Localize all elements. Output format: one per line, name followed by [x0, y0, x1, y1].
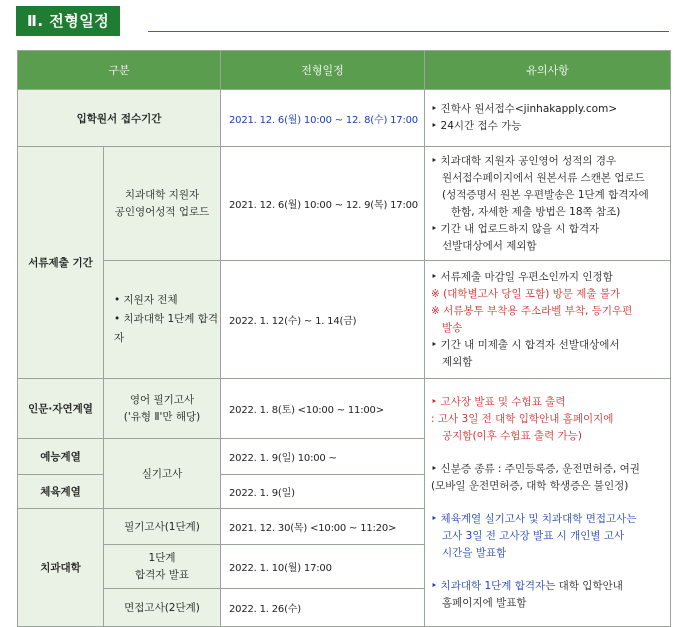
- header-notes: 유의사항: [425, 51, 671, 90]
- header-schedule: 전형일정: [221, 51, 425, 90]
- docs-sub1-label: 치과대학 지원자 공인영어성적 업로드: [104, 147, 221, 261]
- dental-written-date: 2021. 12. 30(목) <10:00 ~ 11:20>: [221, 509, 425, 545]
- header-category: 구분: [18, 51, 221, 90]
- dental-label: 치과대학: [18, 509, 104, 627]
- section-title: Ⅱ. 전형일정: [16, 6, 120, 36]
- docs-sub1-notes: ‣ 치과대학 지원자 공인영어 성적의 경우 원서접수페이지에서 원본서류 스캔본 업로드 (성적증명서 원본 우편발송은 1단계 합격자에 한함, 자세한 제출 방법은 18쪽 참조) ‣ 기간 내 업로드하지 않을 시 합격자 선발대상에서 제외함: [425, 147, 671, 261]
- dental-interview-date: 2022. 1. 26(수): [221, 589, 425, 627]
- apply-label: 입학원서 접수기간: [18, 90, 221, 147]
- table-row-humanities: [18, 379, 671, 439]
- docs-sub1-date: 2021. 12. 6(월) 10:00 ~ 12. 9(목) 17:00: [221, 147, 425, 261]
- dental-interview-label: 면접고사(2단계): [104, 589, 221, 627]
- apply-notes: ‣ 진학사 원서접수<jinhakapply.com> ‣ 24시간 접수 가능: [425, 90, 671, 147]
- docs-sub2-label: • 지원자 전체 • 치과대학 1단계 합격자: [104, 261, 221, 379]
- exam-notes: ‣ 고사장 발표 및 수험표 출력 : 고사 3일 전 대학 입학안내 홈페이지에 공지함(이후 수험표 출력 가능) ‣ 신분증 종류 : 주민등록증, 운전면허증, 여권 (모바일 운전면허증, 대학 학생증은 불인정) ‣ 체육계열 실기고사 및 치과대학 면접고사는 고사 3일 전 고사장 발표 시 개인별 고사 시간을 발표함 ‣ 치과대학 1단계 합격자는 대학 입학안내 홈페이지에 발표함: [425, 379, 671, 627]
- apply-date: 2021. 12. 6(월) 10:00 ~ 12. 8(수) 17:00: [221, 90, 425, 147]
- humanities-exam-label: 영어 필기고사 ('유형 Ⅱ'만 해당): [104, 379, 221, 439]
- table-row-docs-2: [18, 261, 671, 379]
- sports-label: 체육계열: [18, 475, 104, 509]
- docs-label: 서류제출 기간: [18, 147, 104, 379]
- dental-first-label: 1단계 합격자 발표: [104, 545, 221, 589]
- docs-sub2-notes: ‣ 서류제출 마감일 우편소인까지 인정함 ※ (대학별고사 당일 포함) 방문 제출 불가 ※ 서류봉투 부착용 주소라벨 부착, 등기우편 발송 ‣ 기간 내 미제출 시 합격자 선발대상에서 제외함: [425, 261, 671, 379]
- sports-date: 2022. 1. 9(일): [221, 475, 425, 509]
- section-divider: [148, 31, 669, 32]
- arts-date: 2022. 1. 9(일) 10:00 ~: [221, 439, 425, 475]
- dental-first-date: 2022. 1. 10(월) 17:00: [221, 545, 425, 589]
- dental-written-label: 필기고사(1단계): [104, 509, 221, 545]
- humanities-label: 인문·자연계열: [18, 379, 104, 439]
- humanities-date: 2022. 1. 8(토) <10:00 ~ 11:00>: [221, 379, 425, 439]
- table-header-row: [18, 51, 671, 90]
- table-row-apply: [18, 90, 671, 147]
- arts-label: 예능계열: [18, 439, 104, 475]
- practical-exam-label: 실기고사: [104, 439, 221, 509]
- section-header: [16, 6, 120, 36]
- schedule-table: [17, 50, 671, 627]
- table-row-docs-1: [18, 147, 671, 261]
- docs-sub2-date: 2022. 1. 12(수) ~ 1. 14(금): [221, 261, 425, 379]
